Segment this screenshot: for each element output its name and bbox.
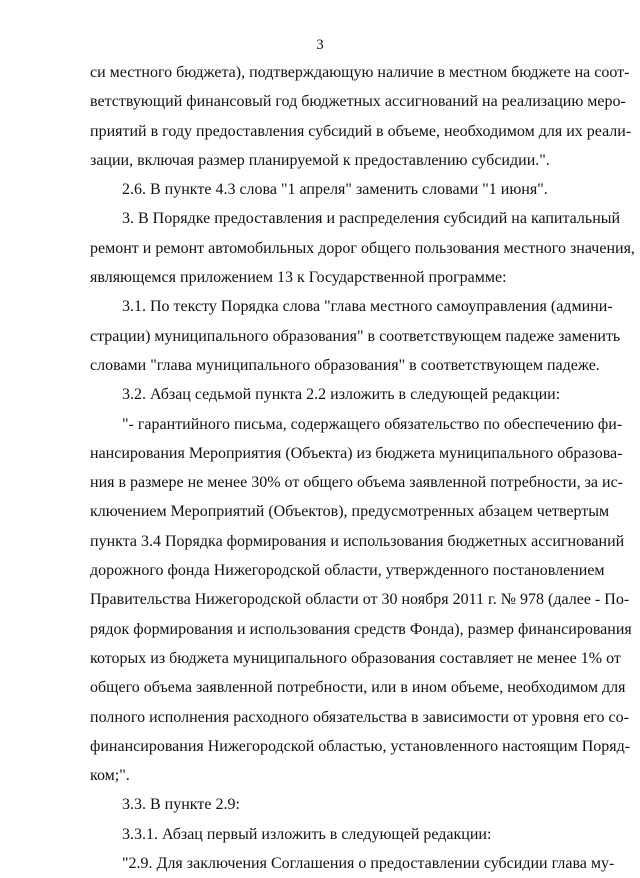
text-line: полного исполнения расходного обязательства в зависимости от уровня его со- [90,708,629,726]
text-line: ком;". [90,767,130,785]
text-line: 3.3.1. Абзац первый изложить в следующей редакции: [122,825,492,843]
text-line: ремонт и ремонт автомобильных дорог общего пользования местного значения, [90,239,635,257]
text-line: нансирования Мероприятия (Объекта) из бюджета муниципального образова- [90,444,623,462]
text-line: словами "глава муниципального образования" в соответствующем падеже. [90,356,600,374]
text-line: ветствующий финансовый год бюджетных ассигнований на реализацию меро- [90,93,626,111]
text-line: ключением Мероприятий (Объектов), предусмотренных абзацем четвертым [90,503,610,521]
text-line: зации, включая размер планируемой к предоставлению субсидии.". [90,151,550,169]
text-line: 3. В Порядке предоставления и распределения субсидий на капитальный [122,210,621,228]
text-line: дорожного фонда Нижегородской области, утвержденного постановлением [90,562,605,580]
text-line: "- гарантийного письма, содержащего обязательство по обеспечению фи- [122,415,623,433]
text-line: 3.3. В пункте 2.9: [122,796,240,814]
text-line: рядок формирования и использования средств Фонда), размер финансирования [90,620,632,638]
text-line: си местного бюджета), подтверждающую наличие в местном бюджете на соот- [90,64,630,81]
text-line: приятий в году предоставления субсидий в объеме, необходимом для их реали- [90,122,632,140]
text-line: 2.6. В пункте 4.3 слова "1 апреля" заменить словами "1 июня". [122,181,548,199]
text-line: ния в размере не менее 30% от общего объема заявленной потребности, за ис- [90,474,623,492]
text-line: страции) муниципального образования" в соответствующем падеже заменить [90,327,621,345]
text-line: 3.1. По тексту Порядка слова "глава местного самоуправления (админи- [122,298,613,316]
text-line: Правительства Нижегородской области от 30 ноября 2011 г. № 978 (далее - По- [90,591,630,609]
text-line: общего объема заявленной потребности, или в ином объеме, необходимом для [90,679,626,697]
text-line: 3.2. Абзац седьмой пункта 2.2 изложить в следующей редакции: [122,386,561,404]
page-number: 3 [316,37,324,53]
text-line: являющемся приложением 13 к Государственной программе: [90,269,507,287]
text-line: пункта 3.4 Порядка формирования и использования бюджетных ассигнований [90,532,625,550]
text-line: "2.9. Для заключения Соглашения о предоставлении субсидии глава му- [122,855,615,873]
text-line: которых из бюджета муниципального образования составляет не менее 1% от [90,649,621,667]
document-body [90,58,635,878]
text-line: финансирования Нижегородской областью, установленного настоящим Поряд- [90,737,631,755]
